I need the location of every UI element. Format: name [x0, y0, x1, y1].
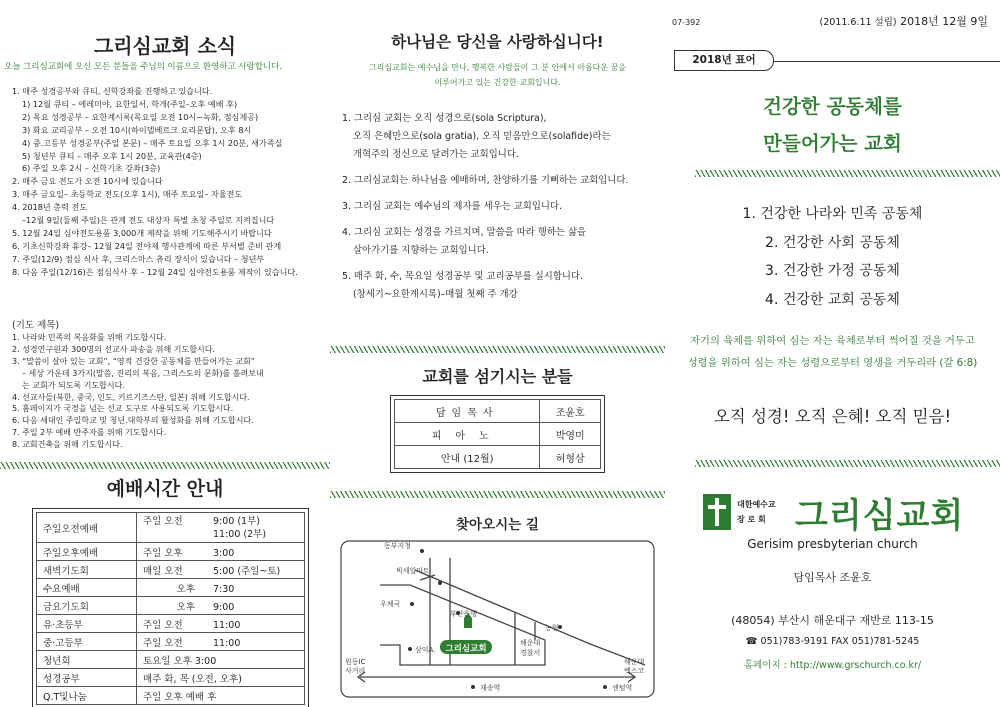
- news-item: 5. 12월 24일 심야전도용품 3,000개 제작을 위해 기도해주시기 바랍니다: [12, 227, 272, 238]
- news-item: 8. 다음 주일(12/16)은 점심식사 후 – 12월 24일 심야전도용품 제작이 있습니다.: [12, 266, 298, 277]
- prayer-title: (기도 제목): [12, 320, 60, 331]
- map-label: 센텀역: [612, 684, 633, 692]
- map-label: 우체국: [380, 600, 401, 608]
- staff-role: 피아노: [395, 423, 540, 446]
- news-item: 1) 12월 큐티 – 에레미야, 요한일서, 학개(주일–오후 예배 후): [22, 98, 238, 109]
- map-label: 빅세일마트: [396, 567, 430, 575]
- map-marker: [603, 685, 607, 689]
- table-row: [395, 400, 601, 423]
- divider: [0, 462, 330, 469]
- worship-schedule-table: [32, 508, 309, 707]
- map-marker: [558, 625, 562, 629]
- map-marker: [408, 647, 412, 651]
- map-marker: [410, 602, 414, 606]
- prayer-item: 2. 성경연구원과 300명의 선교사 파송을 위해 기도합시다.: [12, 344, 215, 354]
- divider: [695, 460, 1000, 467]
- creed-item: 2. 그리심교회는 하나님을 예배하며, 찬양하기를 기뻐하는 교회입니다.: [342, 175, 629, 186]
- prayer-item: 4. 선교사들(북한, 중국, 인도, 키르기즈스탄, 일본) 위해 기도합시다.: [12, 392, 250, 402]
- service-time: 주일 오전 9:00 (1부) 11:00 (2부): [137, 513, 305, 543]
- table-row: [37, 543, 305, 561]
- map-label: 부산은행: [450, 610, 478, 618]
- motto-year-tab: 2018년 표어: [674, 50, 774, 71]
- news-item: –12월 9일(둘째 주일)은 관계 전도 대상자 특별 초청 주일로 지켜집니다: [22, 215, 275, 226]
- map-label: 재송역: [480, 684, 501, 692]
- prayer-item: 7. 주일 2부 예배 반주자를 위해 기도합시다.: [12, 428, 167, 438]
- service-time: 매주 화, 목 (오전, 오후): [137, 669, 305, 687]
- map-label: 벡스코: [624, 667, 645, 675]
- table-row: [37, 561, 305, 579]
- map-label: 동부지청: [384, 542, 412, 550]
- table-row: [395, 423, 601, 446]
- table-row: [37, 633, 305, 651]
- annual-motto: 건강한 공동체를 만들어가는 교회: [763, 95, 902, 155]
- denomination-label: 대한예수교 장 로 회: [737, 500, 776, 524]
- map-label: 그리심교회: [445, 644, 487, 654]
- prayer-list: [12, 332, 327, 451]
- table-row: [37, 579, 305, 597]
- service-time: 주일 오후 예배 후: [137, 687, 305, 705]
- service-name: 청년회: [37, 651, 137, 669]
- service-time: 매일 오전 5:00 (주일~토): [137, 561, 305, 579]
- service-name: 주일오전예배: [37, 513, 137, 543]
- solas-slogan: 오직 성경! 오직 은혜! 오직 믿음!: [713, 407, 952, 426]
- service-name: Q.T및나눔: [37, 687, 137, 705]
- prayer-item: 1. 나라와 민족의 복음화를 위해 기도합시다.: [12, 333, 167, 342]
- staff-role: 담임목사: [395, 400, 540, 423]
- map-label: 해운대: [624, 658, 645, 666]
- divider: [330, 346, 665, 353]
- love-title: 하나님은 당신을 사랑하십니다!: [391, 33, 604, 51]
- homepage-link[interactable]: 홈페이지 : http://www.grschurch.co.kr/: [743, 660, 922, 671]
- news-item: 3) 화요 교리공부 – 오전 10시(하이델베르크 요리문답), 오후 8시: [22, 124, 252, 135]
- staff-role: 안내 (12월): [395, 446, 540, 469]
- service-time: 주일 오전 11:00: [137, 615, 305, 633]
- prayer-item: – 세상 가운데 3가지(말씀, 진리의 복음, 그리스도의 문화)를 흘려보내: [22, 368, 264, 378]
- church-creed-list: [342, 110, 660, 312]
- news-item: 7. 주일(12/9) 점심 식사 후, 크리스마스 츄리 장식이 있습니다 – 청년부: [12, 253, 265, 264]
- map-label: 원동IC: [345, 658, 366, 666]
- news-item: 4. 2018년 총력 전도: [12, 202, 88, 213]
- service-name: 유·초등부: [37, 615, 137, 633]
- service-name: 금요기도회: [37, 597, 137, 615]
- goal-item: 3. 건강한 가정 공동체: [765, 263, 900, 279]
- middle-panel: [330, 0, 665, 707]
- service-time: 주일 오후 3:00: [137, 543, 305, 561]
- bible-verse: 자기의 육체를 위하여 심는 자는 육체로부터 썩어질 것을 거두고 성령을 위하여 심는 자는 성령으로부터 영생을 거두리라 (갈 6:8): [687, 335, 978, 369]
- service-name: 중·고등부: [37, 633, 137, 651]
- map-label: 경찰서: [520, 649, 541, 657]
- service-name: 성경공부: [37, 669, 137, 687]
- staff-name: 허형삼: [540, 446, 601, 469]
- creed-item: 4. 그리심 교회는 성경을 가르치며, 말씀을 따라 행하는 삶을 살아가기를 지향하는 교회입니다.: [342, 227, 587, 256]
- bulletin-code: 07-392: [672, 18, 701, 27]
- table-row: [37, 651, 305, 669]
- news-item: 2) 목요 성경공부 – 요한계시록(목요일 오전 10시~녹화, 점심제공): [22, 111, 259, 122]
- service-name: 새벽기도회: [37, 561, 137, 579]
- divider: [330, 491, 665, 498]
- news-item: 6) 주일 오후 2시 – 신학기초 강좌(3층): [22, 163, 161, 174]
- church-english-name: Gerisim presbyterian church: [747, 537, 918, 551]
- welcome-message: 오늘 그리심교회에 오신 모든 분들을 주님의 이름으로 환영하고 사랑합니다.: [4, 62, 282, 72]
- map-label: 농협: [545, 624, 559, 632]
- goal-item: 2. 건강한 사회 공동체: [765, 234, 900, 251]
- goal-item: 4. 건강한 교회 공동체: [765, 291, 900, 308]
- creed-item: 5. 매주 화, 수, 목요일 성경공부 및 교리공부를 실시합니다. (창세기~요한계시록)–매월 첫째 주 개강: [342, 271, 583, 300]
- service-time: 오후 7:30: [137, 579, 305, 597]
- directions-map: [340, 540, 655, 698]
- prayer-item: 8. 교회건축을 위해 기도합시다.: [12, 440, 123, 450]
- right-panel: [665, 0, 1000, 707]
- church-name: 그리심교회: [795, 496, 965, 536]
- staff-name: 박영미: [540, 423, 601, 446]
- church-phone: ☎ 051)783-9191 FAX 051)781-5245: [745, 636, 920, 647]
- table-row: [37, 513, 305, 543]
- table-row: [37, 615, 305, 633]
- service-time: 토요일 오후 3:00: [137, 651, 305, 669]
- creed-item: 3. 그리심 교회는 예수님의 제자를 세우는 교회입니다.: [342, 201, 562, 212]
- table-row: [37, 597, 305, 615]
- prayer-item: 6. 다음 세대인 주일학교 및 청년.대학부의 활성화를 위해 기도합시다.: [12, 416, 254, 426]
- news-item: 2. 매주 금요 전도가 오전 10시에 있습니다: [12, 176, 163, 187]
- news-item: 6. 기초신학강좌 휴강– 12월 24일 전야제 행사관계에 따른 부서별 준비 관계: [12, 240, 282, 251]
- table-row: [37, 687, 305, 705]
- news-item: 1. 매주 성경공부와 큐티, 신학강좌를 진행하고 있습니다.: [12, 86, 213, 96]
- goals-list: [665, 200, 1000, 314]
- worship-title: 예배시간 안내: [106, 478, 224, 500]
- staff-table: [390, 395, 605, 473]
- map-marker: [438, 581, 442, 585]
- map-marker: [471, 685, 475, 689]
- service-name: 주일오후예배: [37, 543, 137, 561]
- news-title: 그리심교회 소식: [93, 34, 237, 58]
- map-title: 찾아오시는 길: [456, 517, 539, 533]
- news-item: 4) 중.고등부 성경공부(주일 본문) – 매주 토요일 오후 1시 20분, 새가족실: [22, 137, 283, 148]
- cross-icon: [703, 494, 731, 530]
- bulletin-date: (2011.6.11 설립) 2018년 12월 9일: [819, 15, 988, 28]
- table-row: [395, 446, 601, 469]
- service-time: 주일 오전 11:00: [137, 633, 305, 651]
- map-marker: [420, 549, 424, 553]
- map-label: 사거리: [345, 667, 366, 675]
- left-panel: [0, 0, 330, 707]
- map-label: 해운대: [520, 639, 541, 647]
- news-item: 3. 매주 금요일– 초등학교 전도(오후 1시), 매주 토요일– 자율전도: [12, 189, 243, 200]
- prayer-item: 5. 홈페이지가 국경을 넘는 선교 도구로 사용되도록 기도합시다.: [12, 404, 234, 414]
- map-label: 삼익A.: [415, 646, 436, 654]
- service-time: 오후 9:00: [137, 597, 305, 615]
- news-item: 5) 청년부 큐티 – 매주 오후 1시 20분, 교육관(4층): [22, 150, 202, 161]
- church-logo: [703, 492, 993, 536]
- staff-title: 교회를 섬기시는 분들: [422, 367, 573, 386]
- staff-name: 조윤호: [540, 400, 601, 423]
- pastor-name: 담임목사 조윤호: [793, 571, 872, 584]
- church-address: (48054) 부산시 해운대구 재반로 113-15: [731, 614, 934, 627]
- prayer-item: 는 교회가 되도록 기도합시다.: [22, 380, 125, 390]
- love-subtitle: 그리심교회는 예수님을 만나, 행복한 사람들이 그 분 안에서 아름다운 꿈을 이루어가고 있는 건강한 교회입니다.: [368, 63, 627, 87]
- prayer-item: 3. “말씀이 살아 있는 교회”, “영적 건강한 공동체를 만들어가는 교회”: [12, 356, 255, 366]
- news-list: [12, 85, 327, 279]
- creed-item: 1. 그리심 교회는 오직 성경으로(sola Scriptura), 오직 은혜만으로(sola gratia), 오직 믿음만으로(solafide)라는 개혁주의 정신으로 달려가는 교회입니다.: [342, 113, 611, 160]
- table-row: [37, 669, 305, 687]
- divider: [695, 170, 1000, 177]
- service-name: 수요예배: [37, 579, 137, 597]
- goal-item: 1. 건강한 나라와 민족 공동체: [742, 206, 923, 222]
